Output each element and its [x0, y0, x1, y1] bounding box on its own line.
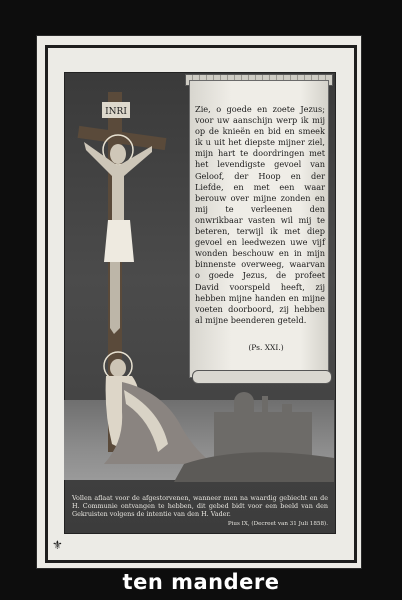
- indulgence-text: Vollen aflaat voor de afgestorvenen, wanneer men na waardig gebiecht en de H. Communie ontvangen te hebben, dit gebed bidt voor een beeld van den Gekruisten volgens de intentie van den H. Vader.: [72, 494, 328, 519]
- indulgence-reference: Pius IX, (Decreet van 31 Juli 1858).: [227, 520, 328, 527]
- inri-text: INRI: [105, 107, 127, 117]
- watermark-label: ten mandere: [122, 570, 280, 594]
- jerusalem-skyline: [214, 392, 312, 462]
- psalm-citation: (Ps. XXI.): [248, 343, 284, 352]
- christ-legs: [110, 262, 120, 334]
- publisher-monogram-icon: ⚜: [52, 538, 63, 552]
- loincloth: [104, 220, 134, 262]
- indulgence-note: [72, 494, 328, 528]
- magdalene-head: [110, 359, 126, 377]
- christ-head: [110, 144, 126, 164]
- scroll-bottom-roll: [192, 370, 332, 384]
- prayer-text: Zie, o goede en zoete Jezus; voor uw aanschijn werp ik mij op de knieën en bid en smeek ik u uit het diepste mijner ziel, mijn hart te doordringen met het levendigste gevoel van Geloof, der Hoop en der Liefde, en met een waar berouw over mijne zonden en mij te verleenen den onwrikbaar vasten wil mij te beteren, terwijl ik met diep gevoel en leedwezen uwe vijf wonden beschouw en in mijn binnenste overweeg, waarvan o goede Jezus, de profeet David voorspeld heeft, zij hebben mijne handen en mijne voeten doorboord, zij hebben al mijne beenderen geteld.: [195, 104, 325, 325]
